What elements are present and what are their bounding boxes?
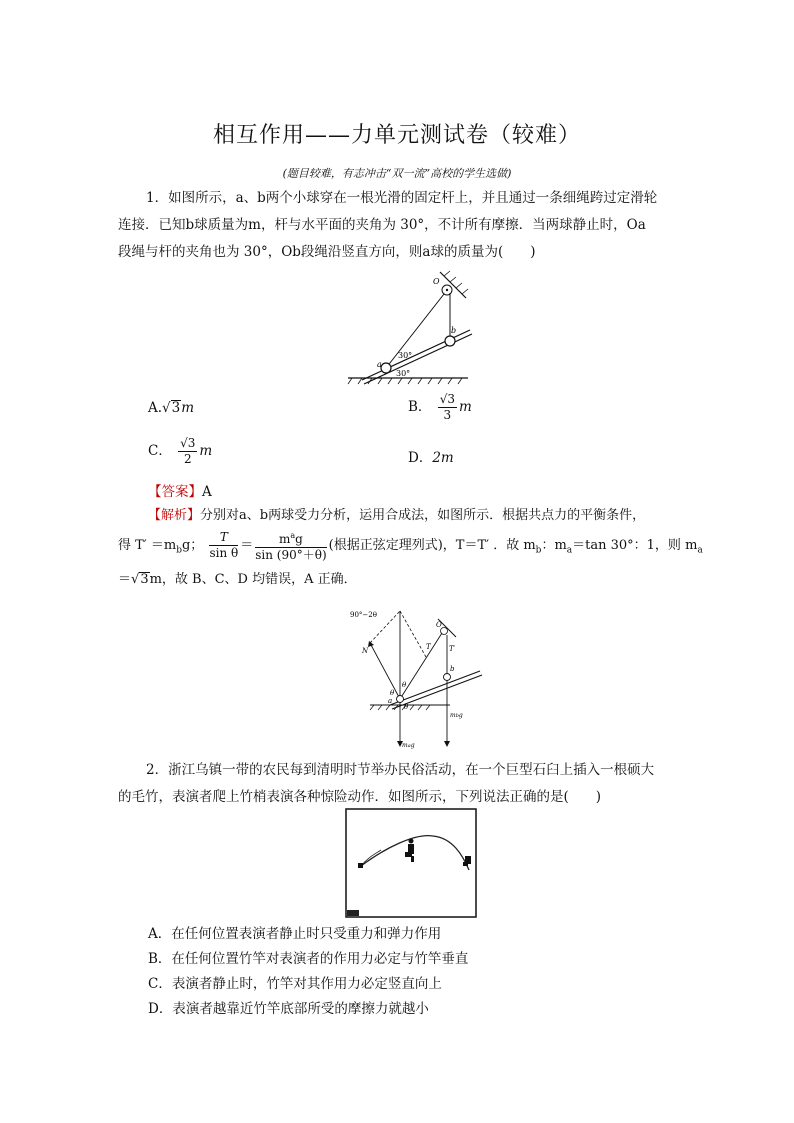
- fig2-label-mbg: mbg: [450, 712, 463, 719]
- q2-option-a[interactable]: A．在任何位置表演者静止时只受重力和弹力作用: [148, 926, 442, 942]
- q2-option-b[interactable]: B．在任何位置竹竿对表演者的作用力必定与竹竿垂直: [148, 951, 469, 967]
- page-title: 相互作用——力单元测试卷（较难）: [212, 123, 581, 148]
- fig2-theta-2: θ: [390, 689, 395, 697]
- fig1-label-o: O: [433, 277, 440, 286]
- q2-option-d[interactable]: D．表演者越靠近竹竿底部所受的摩擦力就越小: [148, 1001, 429, 1017]
- analysis-tag: 【解析】: [148, 508, 201, 523]
- q1-analysis-line-2: 得 $T' =m_bg$； $\frac{T}{\text{sin θ}}$ ＝ $\frac{m^ag}{\sin (90^\circ+\theta)}$ (根据正弦定理列式)，T＝T′ ．故 $m_b$：$m_a=\tan$ 30°：1，则 $m_a$: [118, 530, 703, 562]
- fig2-label-n: N: [362, 647, 369, 655]
- q2-options: [148, 922, 468, 1022]
- q1-stem-line-2: 连接．已知b球质量为m，杆与水平面的夹角为 30°，不计所有摩擦．当两球静止时，Oa: [118, 217, 646, 233]
- question-2-stem: [118, 757, 678, 811]
- q1-option-a[interactable]: A.√3m: [148, 400, 195, 416]
- q2-stem-line-1: 2．浙江乌镇一带的农民每到清明时节举办民俗活动，在一个巨型石臼上插入一根硕大: [146, 762, 655, 778]
- fig2-label-o: O: [436, 621, 442, 629]
- fig2-label-t-prime: T′: [449, 645, 456, 653]
- q2-stem-line-2: 的毛竹，表演者爬上竹梢表演各种惊险动作．如图所示，下列说法正确的是( ): [118, 789, 602, 805]
- fig2-label-a: a: [388, 697, 393, 705]
- fig2-angle: 90°−2θ: [350, 611, 377, 619]
- fig2-theta-3: θ: [404, 703, 409, 711]
- fig1-angle-2: 30°: [396, 369, 411, 378]
- fig2-label-mag: mag: [402, 742, 415, 749]
- q1-option-c[interactable]: C． $\frac{√3}{2}$ m: [148, 436, 213, 466]
- q2-photo: [345, 808, 477, 918]
- q1-analysis: 【解析】分别对a、b两球受力分析，运用合成法，如图所示．根据共点力的平衡条件，: [148, 508, 646, 523]
- fig1-label-b: b: [451, 326, 457, 335]
- ball-a: [381, 363, 391, 373]
- q1-analysis-line-3: ＝√3m，故 B、C、D 均错误，A 正确．: [118, 572, 357, 587]
- fig1-label-a: a: [377, 360, 382, 369]
- q1-option-b[interactable]: B． $\frac{√3}{3}$ m: [408, 392, 472, 422]
- question-1-stem: [118, 185, 678, 266]
- fig1-angle-1: 30°: [398, 351, 413, 360]
- page-subtitle: (题目较难，有志冲击“双一流”高校的学生选做): [282, 167, 512, 180]
- q1-figure: [340, 268, 480, 388]
- q1-analysis-figure: [340, 605, 490, 755]
- q1-answer: [148, 480, 212, 500]
- fig2-label-t: T: [426, 643, 431, 651]
- q1-option-d[interactable]: D．2m: [408, 450, 454, 466]
- q1-stem-line-3: 段绳与杆的夹角也为 30°，Ob段绳沿竖直方向，则a球的质量为( ): [118, 244, 536, 260]
- q1-stem-line-1: 1．如图所示，a、b两个小球穿在一根光滑的固定杆上，并且通过一条细绳跨过定滑轮: [146, 190, 658, 206]
- fig2-theta-1: θ: [402, 681, 407, 689]
- q2-option-c[interactable]: C．表演者静止时，竹竿对其作用力必定竖直向上: [148, 976, 442, 992]
- answer-value: A: [202, 484, 212, 500]
- answer-tag: 【答案】: [148, 484, 202, 500]
- fig2-label-b: b: [450, 665, 455, 673]
- ball-b: [445, 336, 455, 346]
